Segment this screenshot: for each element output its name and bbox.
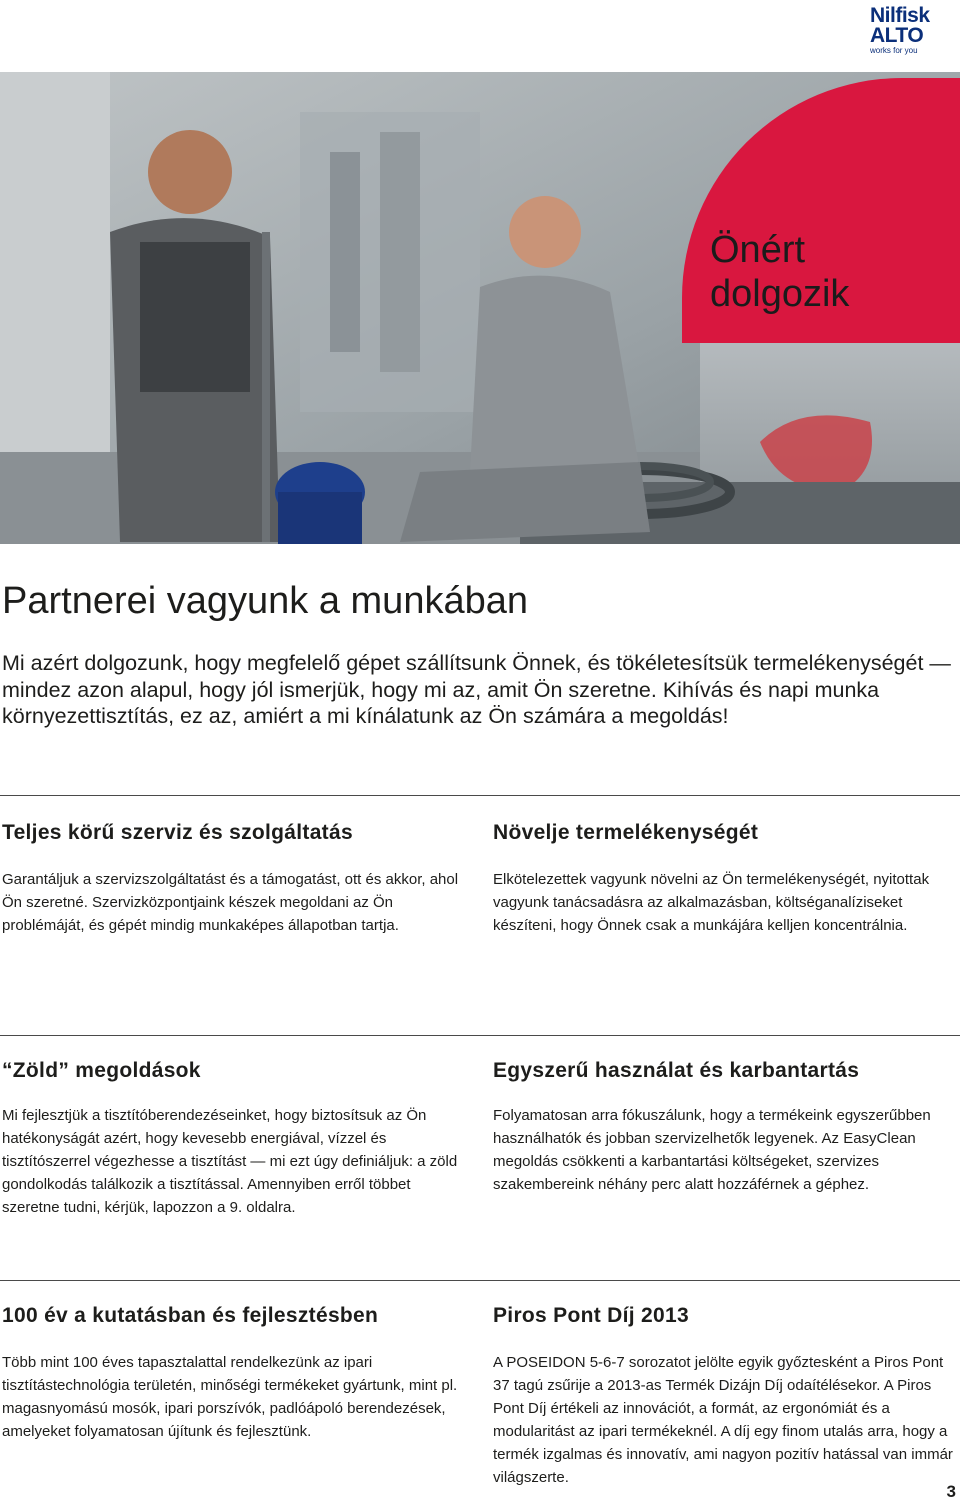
section-service	[2, 820, 462, 937]
page-headline: Partnerei vagyunk a munkában	[2, 580, 528, 622]
divider	[0, 1280, 960, 1281]
intro-paragraph: Mi azért dolgozunk, hogy megfelelő gépet szállítsunk Önnek, és tökéletesítsük termelékenységét — mindez azon alapul, hogy jól ismerjük, hogy mi az, amit Ön szeretne. Kihívás és napi munka környezettisztítás, ez az, amiért a mi kínálatunk az Ön számára a megoldás!	[2, 651, 951, 728]
divider	[0, 1035, 960, 1036]
section-body: Mi fejlesztjük a tisztítóberendezéseinket, hogy biztosítsuk az Ön hatékonyságát azért, hogy kevesebb energiával, vízzel és tisztítószerrel végezhesse a tisztítást — mi ezt úgy definiáljuk: a zöld gondolkodás találkozik a tisztítással. Amennyiben erről többet szeretne tudni, kérjük, lapozzon a 9. oldalra.	[2, 1107, 458, 1216]
section-title: Egyszerű használat és karbantartás	[493, 1059, 860, 1082]
brand-logo	[870, 6, 950, 56]
section-title: “Zöld” megoldások	[2, 1059, 201, 1082]
section-maintenance	[493, 1058, 953, 1196]
section-title: Növelje termelékenységét	[493, 821, 759, 844]
brand-name: Nilfisk	[870, 4, 930, 27]
page-number: 3	[946, 1482, 956, 1501]
section-body: Több mint 100 éves tapasztalattal rendelkezünk az ipari tisztítástechnológia területén, minőségi termékeket gyártunk, mint pl. magasnyomású mosók, ipari porszívók, padlóápoló berendezések, amelyeket folyamatosan újítunk és fejlesztünk.	[2, 1354, 458, 1440]
section-title: 100 év a kutatásban és fejlesztésben	[2, 1304, 379, 1327]
section-award	[493, 1303, 953, 1489]
section-body: Garantáljuk a szervizszolgáltatást és a támogatást, ott és akkor, ahol Ön szeretné. Szervizközpontjaink készek megoldani az Ön problémáját, és gépét mindig munkaképes állapotban tartja.	[2, 871, 459, 934]
section-title: Teljes körű szerviz és szolgáltatás	[2, 821, 353, 844]
section-body: Elkötelezettek vagyunk növelni az Ön termelékenységét, nyitottak vagyunk tanácsadásra az alkalmazásban, költséganalíziseket készíteni, hogy Önnek csak a munkájára kelljen koncentrálnia.	[493, 871, 930, 934]
hero-tagline-line2: dolgozik	[710, 273, 850, 315]
brand-subname: ALTO	[870, 24, 924, 47]
hero-tagline-line1: Önért	[710, 229, 806, 271]
section-green	[2, 1058, 462, 1219]
divider	[0, 795, 960, 796]
section-body: A POSEIDON 5-6-7 sorozatot jelölte egyik győztesként a Piros Pont 37 tagú zsűrije a 2013-as Termék Dizájn Díj odaítélésekor. A Piros Pont Díj értékeli az innovációt, a formát, az ergonómiát és a modularitást az ipari termékeknél. A díj egy finom utalás arra, hogy a termék izgalmas és innovatív, ami nagyon pozitív hatással van immár világszerte.	[493, 1354, 953, 1486]
section-title: Piros Pont Díj 2013	[493, 1304, 689, 1327]
section-body: Folyamatosan arra fókuszálunk, hogy a termékeink egyszerűbben használhatók és jobban szervizelhetők legyenek. Az EasyClean megoldás csökkenti a karbantartási költségeket, szervizes szakembereink néhány perc alatt hozzáférnek a géphez.	[493, 1107, 931, 1193]
section-productivity	[493, 820, 953, 937]
section-research	[2, 1303, 462, 1443]
brand-tagline: works for you	[870, 46, 918, 55]
